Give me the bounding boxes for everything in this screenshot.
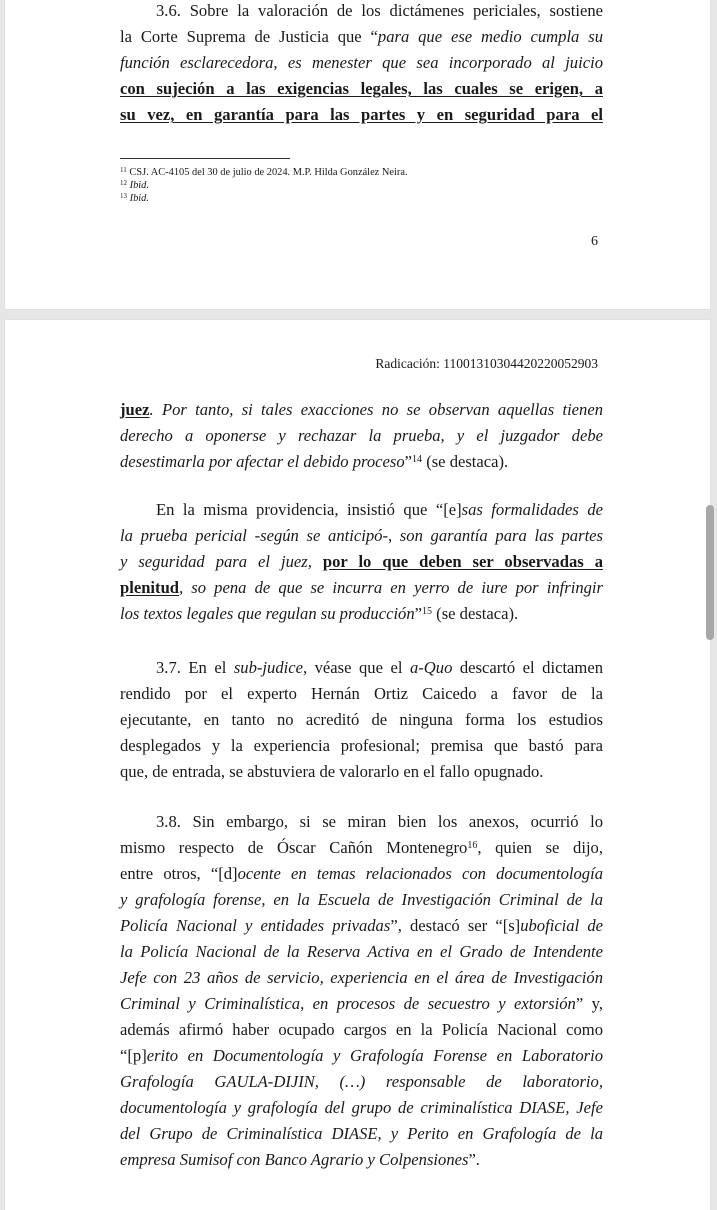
italic-run: erito en Documentología y Grafología Forense en Laboratorio [146,1046,603,1065]
page-number: 6 [591,234,598,249]
paragraph-line: Policía Nacional y entidades privadas”, destacó ser “[s]uboficial de [120,916,603,935]
emphasis-run: su vez, en garantía para las partes y en seguridad para el [120,105,603,124]
italic-run: y grafología forense, en la Escuela de Investigación Criminal de la [120,890,603,909]
paragraph-line [120,50,603,76]
footnote-number: 13 [120,192,127,200]
italic-run: Criminal y Criminalística, en procesos de secuestro y extorsión [120,994,576,1013]
italic-run: Grafología GAULA-DIJIN, (…) responsable de laboratorio, [120,1072,603,1091]
paragraph-line [120,939,603,965]
footnote-text: Ibid. [129,193,149,204]
emphasis-run: con sujeción a las exigencias legales, las cuales se erigen, a [120,79,603,98]
italic-run: uboficial de [520,916,603,935]
paragraph-line: que, de entrada, se abstuviera de valorarlo en el fallo opugnado. [120,762,544,781]
footnote-separator [120,158,290,159]
italic-run: desestimarla por afectar el debido proceso [120,452,405,471]
footnote-ref: 14 [412,454,423,465]
paragraph-line [120,1095,603,1121]
footnote-number: 11 [120,166,127,174]
footnote-11 [120,166,408,179]
emphasis-run: por lo que deben ser observadas a [322,552,603,571]
italic-run: sas formalidades de [461,500,604,519]
paragraph-line: la Corte Suprema de Justicia que “para que ese medio cumpla su [120,27,603,46]
paragraph-continuation [120,397,603,475]
paragraph-line: entre otros, “[d]ocente en temas relacionados con documentología [120,864,604,883]
paragraph-line [120,965,603,991]
paragraph-line: Criminal y Criminalística, en procesos de secuestro y extorsión” y, [120,994,603,1013]
italic-run: Jefe con 23 años de servicio, experiencia en el área de Investigación [120,968,603,987]
italic-run: documentología y grafología del grupo de criminalística DIASE, Jefe [120,1098,603,1117]
paragraph-line [120,575,603,601]
italic-run: ocente en temas relacionados con documentología [237,864,604,883]
italic-run: la prueba pericial -según se anticipó-, son garantía para las partes [120,526,603,545]
paragraph-line [120,397,603,423]
paragraph-line: “[p]erito en Documentología y Grafología Forense en Laboratorio [120,1046,603,1065]
paragraph-line: 3.7. En el sub-judice, véase que el a-Quo descartó el dictamen [156,658,603,677]
scrollbar-thumb[interactable] [706,505,714,640]
paragraph-line [120,1069,603,1095]
paragraph-line: 3.6. Sobre la valoración de los dictámenes periciales, sostiene [156,1,603,20]
paragraph-line [120,76,603,102]
italic-run: función esclarecedora, es menester que sea incorporado al juicio [120,53,603,72]
footnote-text: Ibid. [129,180,149,191]
italic-run: del Grupo de Criminalística DIASE, y Perito en Grafología de la [120,1124,603,1143]
emphasis-run: plenitud [120,578,180,597]
paragraph-line [120,423,603,449]
radicacion-header: Radicación: 11001310304420220052903 [375,356,598,371]
footnote-ref: 15 [422,606,433,617]
footnote-ref: 16 [467,840,478,851]
paragraph-line [120,102,603,128]
paragraph-line: desplegados y la experiencia profesional; premisa que bastó para [120,736,603,755]
paragraph-line: además afirmó haber ocupado cargos en la Policía Nacional como [120,1020,603,1039]
paragraph-line: los textos legales que regulan su producción”$^{15}$ (se destaca). [120,604,519,623]
italic-run: Policía Nacional y entidades privadas [120,916,391,935]
paragraph-line: ejecutante, en tanto no acreditó de ninguna forma los estudios [120,710,603,729]
italic-run: derecho a oponerse y rechazar la prueba, y el juzgador debe [120,426,603,445]
paragraph-line: desestimarla por afectar el debido proceso”$^{14}$ (se destaca). [120,452,509,471]
paragraph-line: 3.8. Sin embargo, si se miran bien los anexos, ocurrió lo [156,812,603,831]
italic-run: para que ese medio cumpla su [377,27,603,46]
italic-run: a-Quo [409,658,453,677]
paragraph-line: En la misma providencia, insistió que “[e]sas formalidades de [156,500,604,519]
paragraph-3-6 [120,0,603,128]
italic-run: sub-judice [233,658,303,677]
document-page-7 [5,320,710,1210]
footnote-12 [120,179,149,192]
footnote-number: 12 [120,179,127,187]
italic-run: la Policía Nacional de la Reserva Activa en el Grado de Intendente [120,942,603,961]
paragraph-line [120,523,603,549]
paragraph-line [120,549,603,575]
document-page-6 [5,0,710,309]
italic-run: empresa Sumisof con Banco Agrario y Colpensiones [120,1150,469,1169]
emphasis-run: juez [120,400,150,419]
paragraph-3-8 [120,809,603,1173]
paragraph-line [120,1121,603,1147]
italic-run: los textos legales que regulan su producción [120,604,415,623]
italic-run: y seguridad para el juez, [120,552,323,571]
italic-run: . Por tanto, si tales exacciones no se observan aquellas tienen [149,400,603,419]
paragraph-misma-providencia [120,497,603,627]
italic-run: , so pena de que se incurra en yerro de iure por infringir [179,578,603,597]
footnote-text: CSJ. AC-4105 del 30 de julio de 2024. M.P. Hilda González Neira. [129,167,408,178]
paragraph-line: empresa Sumisof con Banco Agrario y Colpensiones”. [120,1150,480,1169]
paragraph-3-7 [120,655,603,785]
paragraph-line: rendido por el experto Hernán Ortiz Caicedo a favor de la [120,684,603,703]
footnote-13 [120,192,149,205]
paragraph-line: mismo respecto de Óscar Cañón Montenegro$^{16}$, quien se dijo, [120,838,603,857]
paragraph-line [120,887,603,913]
